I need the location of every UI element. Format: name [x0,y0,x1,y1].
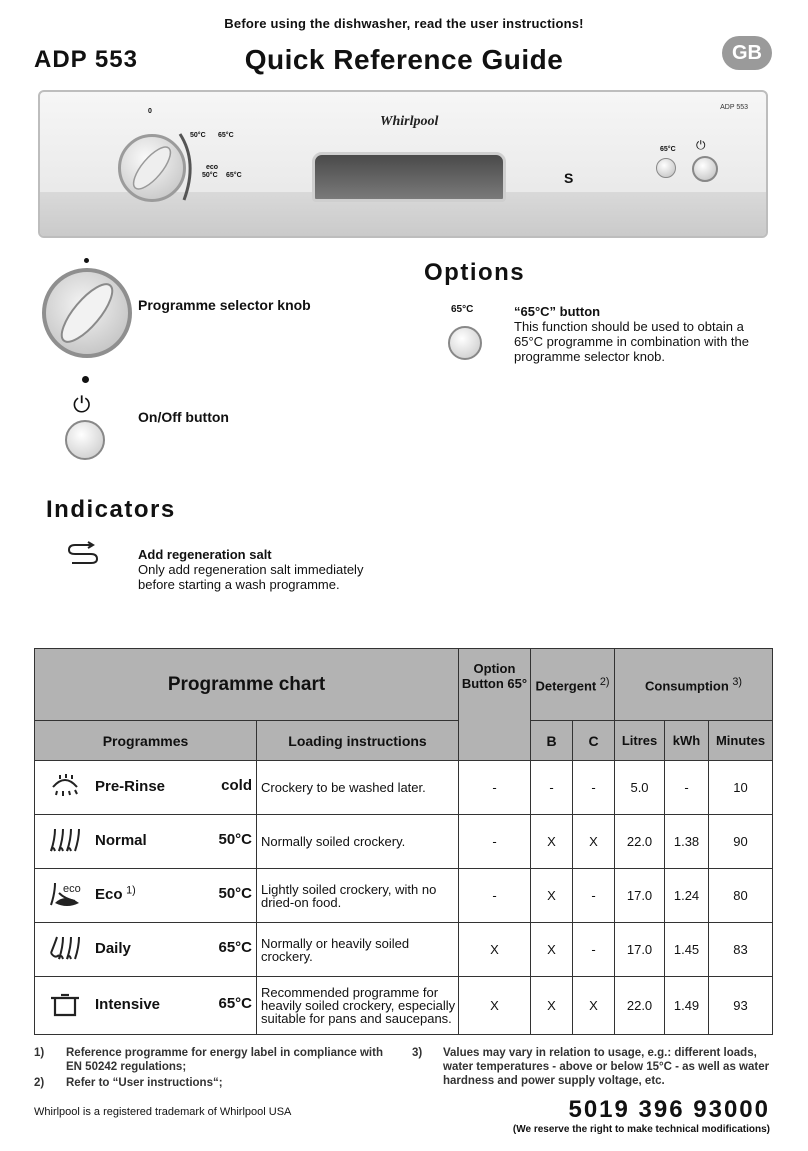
programme-name: Pre-Rinse [95,777,166,795]
kwh-cell: 1.38 [665,815,709,869]
programme-temp: 50°C [218,885,252,902]
minutes-cell: 93 [709,977,773,1035]
table-row [35,869,773,923]
knob-dot [84,258,89,263]
kwh-cell: 1.24 [665,869,709,923]
programme-temp: 50°C [218,831,252,848]
programme-temp: cold [221,777,252,794]
pot-icon [35,989,95,1022]
loading-cell: Normally or heavily soiled crockery. [257,923,459,977]
footnote-1: Reference programme for energy label in compliance with EN 50242 regulations; [66,1047,383,1073]
panel-onoff-button [692,156,718,182]
kwh-cell: 1.49 [665,977,709,1035]
detergent-b-cell: X [531,869,573,923]
panel-65c-button [656,158,676,178]
col-programmes: Programmes [35,721,257,761]
minutes-cell: 83 [709,923,773,977]
detergent-b-cell: - [531,761,573,815]
kwh-cell: 1.45 [665,923,709,977]
litres-cell: 17.0 [615,869,665,923]
opt-65c-description: This function should be used to obtain a 65°C programme in combination with the programme selector knob. [514,319,749,364]
option-cell: - [459,869,531,923]
knob-grip-icon [46,272,128,354]
programme-name: Daily [95,939,131,957]
pre-rinse-icon [35,771,95,804]
panel-model-label: ADP 553 [720,104,748,111]
opt-65c-title: “65°C” button [514,304,601,319]
programme-note: 1) [126,884,136,897]
litres-cell: 22.0 [615,815,665,869]
table-row [35,977,773,1035]
loading-cell: Lightly soiled crockery, with no dried-on food. [257,869,459,923]
power-icon: ⏻ [73,392,91,417]
option-cell: - [459,761,531,815]
door-handle [312,152,506,202]
col-b: B [531,721,573,761]
col-minutes: Minutes [709,721,773,761]
detergent-note: 2) [599,675,610,688]
onoff-label: On/Off button [138,409,229,425]
detergent-c-cell: - [573,923,615,977]
litres-cell: 17.0 [615,923,665,977]
salt-description: Only add regeneration salt immediately before starting a wash programme. [138,562,364,592]
top-note: Before using the dishwasher, read the user instructions! [224,16,584,31]
programme-cell [35,869,257,923]
detergent-b-cell: X [531,815,573,869]
programme-name: Intensive [95,995,161,1013]
programme-cell [35,815,257,869]
knob-mark-50a: 50°C [190,132,206,139]
detergent-label: Detergent [535,678,597,694]
page-title: Quick Reference Guide [244,44,564,75]
table-row [35,815,773,869]
document-code: 5019 396 93000 [568,1096,770,1123]
loading-cell: Recommended programme for heavily soiled crockery, especially suitable for pans and saucepans. [257,977,459,1035]
consumption-header [615,649,773,721]
detergent-c-cell: X [573,977,615,1035]
normal-icon [35,825,95,858]
detergent-header [531,649,615,721]
detergent-b-cell: X [531,977,573,1035]
loading-cell: Crockery to be washed later. [257,761,459,815]
panel-opt-label: 65°C [660,146,676,153]
language-badge: GB [722,36,772,70]
programme-cell [35,761,257,815]
col-litres: Litres [615,721,665,761]
detergent-c-cell: - [573,869,615,923]
opt-65c-button-image [448,326,482,360]
footnote-3: Values may vary in relation to usage, e.g.: different loads, water temperatures - above or below 15°C - as well as water hardness and power supply voltage, etc. [443,1047,770,1087]
control-panel-illustration [38,90,768,238]
knob-mark-50b: 50°C [202,172,218,179]
salt-title: Add regeneration salt [138,547,272,562]
daily-icon [35,933,95,966]
knob-scale-arc [178,132,200,202]
option-header: Option Button 65° [459,649,531,761]
opt-button-label: 65°C [451,304,474,315]
consumption-label: Consumption [645,678,729,694]
option-cell: X [459,977,531,1035]
onoff-dot [82,376,89,383]
col-c: C [573,721,615,761]
trademark-note: Whirlpool is a registered trademark of Whirlpool USA [34,1106,292,1118]
reserve-note: (We reserve the right to make technical modifications) [512,1124,770,1135]
option-cell: - [459,815,531,869]
knob-mark-eco: eco [206,164,219,171]
litres-cell: 5.0 [615,761,665,815]
col-kwh: kWh [665,721,709,761]
opt-65c-description-block [514,304,764,364]
eco-icon [35,879,95,912]
footnote-2-num: 2) [34,1077,45,1089]
option-cell: X [459,923,531,977]
litres-cell: 22.0 [615,977,665,1035]
table-row [35,923,773,977]
kwh-cell: - [665,761,709,815]
chart-title: Programme chart [35,649,459,721]
selector-knob-image [42,268,132,358]
col-loading: Loading instructions [257,721,459,761]
programme-temp: 65°C [218,995,252,1012]
knob-grip-icon [121,137,183,199]
footnote-3-num: 3) [412,1047,423,1059]
selector-knob-label: Programme selector knob [138,297,311,313]
footnote-2: Refer to “User instructions“; [66,1077,223,1089]
detergent-c-cell: X [573,815,615,869]
minutes-cell: 80 [709,869,773,923]
salt-indicator-icon [66,540,100,568]
indicators-heading: Indicators [46,496,176,523]
knob-mark-65a: 65°C [218,132,234,139]
detergent-c-cell: - [573,761,615,815]
loading-cell: Normally soiled crockery. [257,815,459,869]
svg-text:eco: eco [63,883,81,895]
panel-salt-icon: S [564,170,574,186]
minutes-cell: 90 [709,815,773,869]
minutes-cell: 10 [709,761,773,815]
panel-power-icon: ⏻ [696,138,706,152]
knob-mark-65b: 65°C [226,172,242,179]
programme-cell [35,977,257,1035]
table-row [35,761,773,815]
knob-mark-off: 0 [148,108,152,115]
programme-cell [35,923,257,977]
brand-logo: Whirlpool [380,114,439,129]
consumption-note: 3) [732,675,743,688]
panel-selector-knob [118,134,186,202]
programme-name: Eco [95,885,123,903]
onoff-button-image [65,420,105,460]
options-heading: Options [424,259,526,286]
programme-name: Normal [95,831,147,849]
salt-description-block [138,547,398,592]
detergent-b-cell: X [531,923,573,977]
footnote-1-num: 1) [34,1047,45,1059]
programme-temp: 65°C [218,939,252,956]
programme-chart [34,648,773,1035]
model-number: ADP 553 [34,46,138,73]
